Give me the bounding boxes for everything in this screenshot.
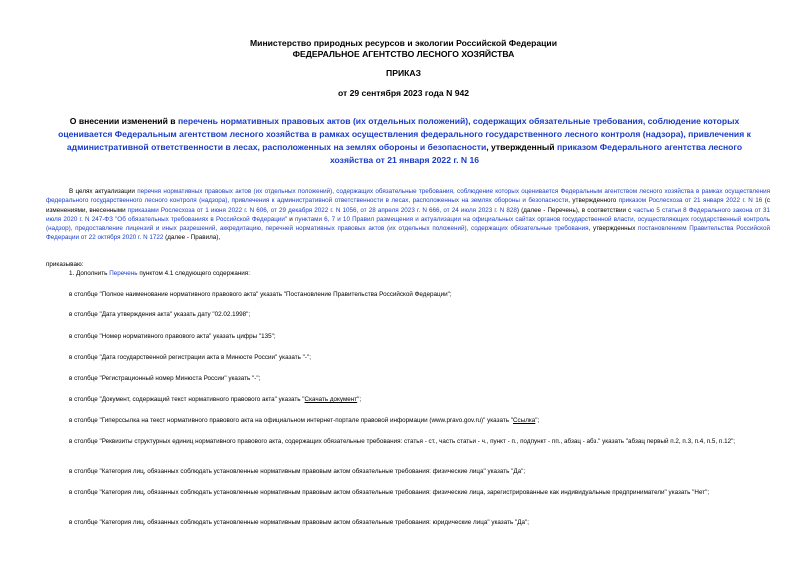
- preamble-text: (с изменениями, внесенными: [46, 197, 770, 214]
- item-text: пунктом 4.1 следующего содержания:: [137, 270, 250, 277]
- item-text: 1. Дополнить: [69, 270, 110, 277]
- document-title: [52, 115, 757, 167]
- preamble-paragraph: [46, 187, 770, 243]
- document-date: от 29 сентября 2023 года N 942: [337, 88, 470, 98]
- government-decree-link[interactable]: постановлением Правительства Российской Федерации от 22 октября 2020 г. N 1722: [46, 225, 771, 242]
- preamble-text: ) (далее - Перечень), в соответствии с: [516, 206, 634, 214]
- line-text: ";: [535, 417, 540, 424]
- preamble-text: , утвержденных: [588, 225, 639, 233]
- column-line-1: в столбце "Полное наименование нормативного правового акта" указать "Постановление Правительства Российской Федерации";: [69, 291, 452, 298]
- column-line-5: в столбце "Регистрационный номер Минюста России" указать "-";: [69, 375, 261, 382]
- title-order-link[interactable]: приказом Федерального агентства лесного хозяйства от 21 января 2022 г. N 16: [329, 142, 743, 165]
- line-text: в столбце "Документ, содержащий текст нормативного правового акта" указать ": [69, 396, 305, 403]
- column-line-10: в столбце "Категория лиц, обязанных соблюдать установленные нормативным правовым актом обязательные требования: физические лица, зарегистрированные как индивидуальные предприниматели" указать "Нет";: [69, 489, 710, 496]
- download-document-link[interactable]: Скачать документ: [304, 396, 358, 403]
- line-text: в столбце "Гиперссылка на текст нормативного правового акта на официальном интернет-портале правовой информации (www.pravo.gov.ru)" указать ": [69, 417, 513, 424]
- ministry-name: Министерство природных ресурсов и экологии Российской Федерации: [250, 38, 557, 48]
- list-link[interactable]: перечня нормативных правовых актов (их отдельных положений), содержащих обязательные требования, соблюдение которых оценивается Федеральным агентством лесного хозяйства в рамках осуществления федерального государственного лесного контроля (надзора), привлечения к административной ответственности в лесах, расположенных на землях обороны и безопасности: [46, 188, 771, 205]
- column-line-11: в столбце "Категория лиц, обязанных соблюдать установленные нормативным правовым актом обязательные требования: юридические лица" указать "Да";: [69, 519, 529, 526]
- column-line-3: в столбце "Номер нормативного правового акта" указать цифры "135";: [69, 333, 276, 340]
- column-line-6: [46, 395, 770, 404]
- perechen-link[interactable]: Перечень: [109, 270, 138, 277]
- federal-law-link[interactable]: частью 5 статьи 8 Федерального закона от 31 июля 2020 г. N 247-ФЗ "Об обязательных требованиях в Российской Федерации": [46, 206, 770, 223]
- title-text: О внесении изменений в: [69, 116, 178, 126]
- preamble-text: , утвержденного: [568, 197, 619, 205]
- column-line-8: в столбце "Реквизиты структурных единиц нормативного правового акта, содержащих обязательные требования: статья - ст., часть статьи - ч., пункт - п., подпункт - пп., абзац - абз." указать "абзац первый п.2, п.3, п.4, п.5, п.12";: [69, 438, 736, 445]
- agency-name: ФЕДЕРАЛЬНОЕ АГЕНТСТВО ЛЕСНОГО ХОЗЯЙСТВА: [292, 49, 515, 59]
- preamble-text: (далее - Правила),: [163, 234, 221, 242]
- column-line-2: в столбце "Дата утверждения акта" указать дату "02.02.1998";: [69, 311, 251, 318]
- item-1: [46, 269, 770, 278]
- preamble-text: В целях актуализации: [69, 188, 138, 195]
- title-list-link[interactable]: перечень нормативных правовых актов (их отдельных положений), содержащих обязательные требования, соблюдение которых оценивается Федеральным агентством лесного хозяйства в рамках осуществления федерального государственного лесного контроля (надзора), привлечения к административной ответственности в лесах, расположенных на землях обороны и безопасности: [58, 116, 751, 152]
- title-text: , утвержденный: [486, 142, 557, 152]
- document-type: ПРИКАЗ: [386, 68, 421, 78]
- order-16-link[interactable]: приказом Рослесхоза от 21 января 2022 г. N 16: [618, 197, 763, 205]
- pravo-gov-link[interactable]: Ссылка: [513, 417, 536, 424]
- column-line-9: в столбце "Категория лиц, обязанных соблюдать установленные нормативным правовым актом обязательные требования: физические лица" указать "Да";: [69, 468, 526, 475]
- amending-orders-link[interactable]: приказами Рослесхоза от 1 июня 2022 г. N 606, от 29 декабря 2022 г. N 1056, от 28 апреля 2023 г. N 666, от 24 июля 2023 г. N 828: [127, 206, 517, 214]
- line-text: ";: [357, 396, 362, 403]
- order-word: приказываю:: [46, 261, 84, 268]
- rules-link[interactable]: пунктами 6, 7 и 10 Правил размещения и актуализации на официальных сайтах органов государственной власти, осуществляющих государственный контроль (надзор), предоставление лицензий и иных разрешений, аккредитацию, перечней нормативных правовых актов (их отдельных положений), содержащих обязательные требования: [46, 215, 770, 233]
- column-line-7: [46, 416, 770, 425]
- column-line-4: в столбце "Дата государственной регистрации акта в Минюсте России" указать "-";: [69, 354, 311, 361]
- preamble-text: и: [287, 215, 295, 223]
